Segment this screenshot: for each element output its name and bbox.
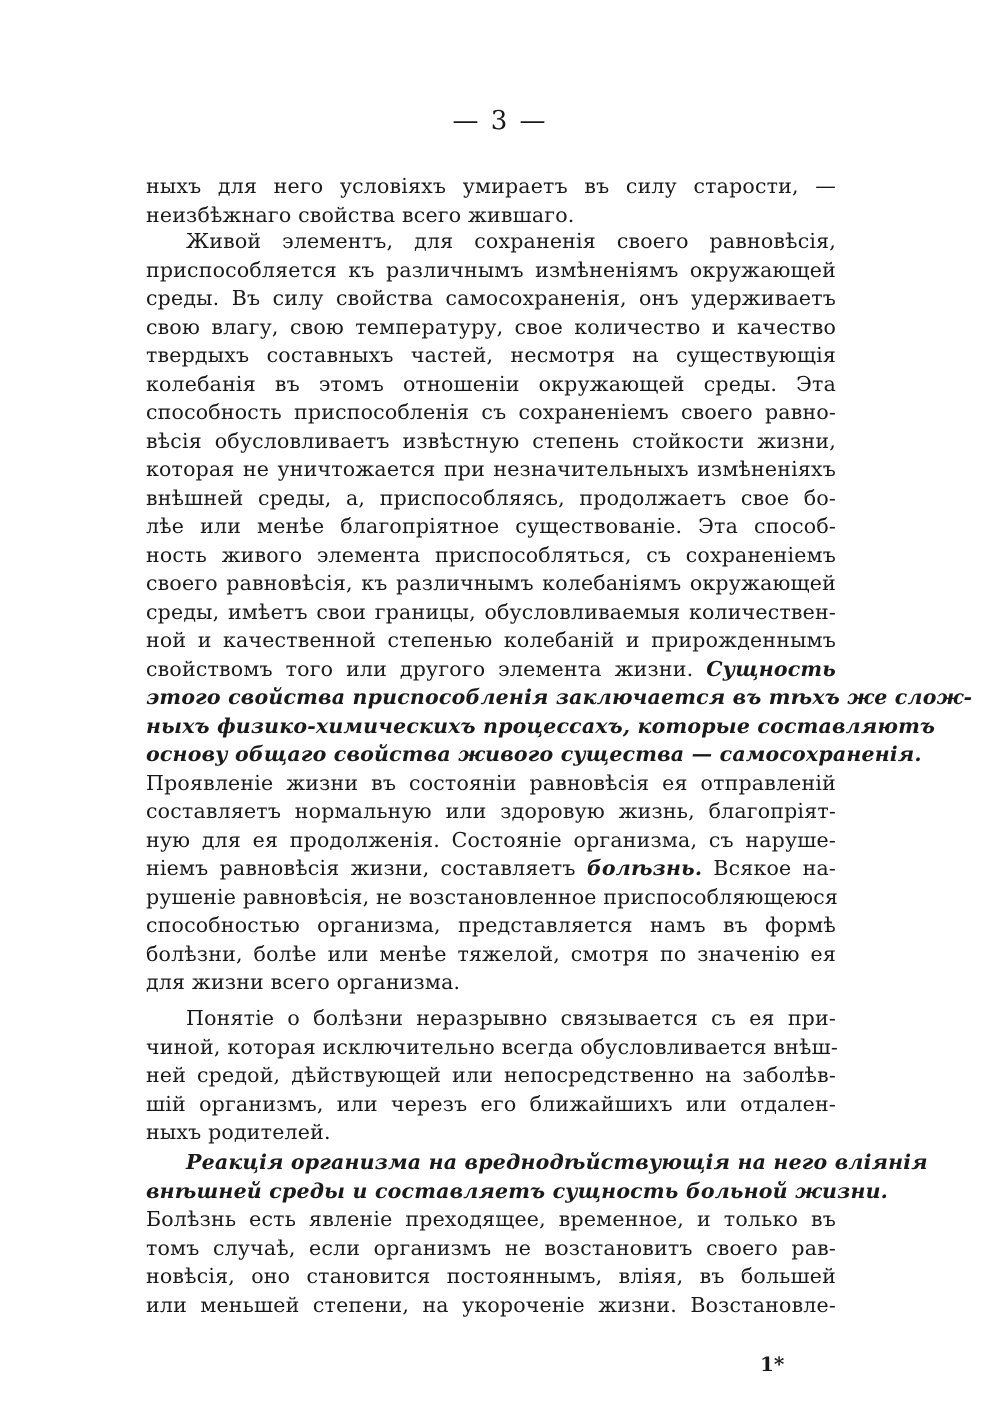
text-line: Понятіе о болѣзни неразрывно связывается съ ея при-: [186, 1006, 836, 1030]
plain-text: ніемъ равновѣсія жизни, составляетъ: [146, 856, 576, 880]
text-line: лѣе или менѣе благопріятное существованіе. Эта способ-: [146, 514, 836, 538]
text-line: способность приспособленія съ сохраненіемъ своего равно-: [146, 400, 836, 424]
emphasis-text: болѣзнь.: [586, 856, 703, 880]
text-line: свою влагу, свою температуру, свое количество и качество: [146, 314, 836, 339]
emphasis-line: основу общаго свойства живого существа — самосохраненія.: [146, 742, 922, 766]
plain-text: Всякое на-: [713, 856, 836, 880]
text-line: приспособляется къ различнымъ измѣненіямъ окружающей: [146, 257, 836, 282]
text-line: ность живого элемента приспособляться, съ сохраненіемъ: [146, 542, 836, 567]
plain-text: свойствомъ того или другого элемента жизни.: [146, 656, 694, 681]
text-line: ныхъ для него условіяхъ умираетъ въ силу старости, —: [146, 174, 836, 198]
text-line-mixed: [146, 854, 836, 883]
emphasis-line: этого свойства приспособленія заключается въ тѣхъ же слож-: [146, 685, 973, 709]
emphasis-line: внѣшней среды и составляетъ сущность больной жизни.: [146, 1178, 889, 1203]
text-line: рушеніе равновѣсія, не возстановленное приспособляющеюся: [146, 884, 839, 909]
text-line: шій организмъ, или черезъ его ближайшихъ или отдален-: [146, 1091, 836, 1116]
text-line: неизбѣжнаго свойства всего жившаго.: [146, 202, 575, 227]
text-line: или меньшей степени, на укороченіе жизни. Возстановле-: [146, 1292, 836, 1317]
text-line-mixed: [146, 655, 836, 684]
emphasis-text: Сущность: [706, 656, 837, 681]
text-line: Живой элементъ, для сохраненія своего равновѣсія,: [186, 229, 836, 253]
text-line: внѣшней среды, а, приспособляясь, продолжаетъ свое бо-: [146, 485, 836, 510]
emphasis-line: ныхъ физико-химическихъ процессахъ, которые составляютъ: [146, 713, 936, 738]
text-line: ныхъ родителей.: [146, 1120, 331, 1144]
page-number: — 3 —: [452, 106, 548, 136]
text-line: которая не уничтожается при незначительныхъ измѣненіяхъ: [146, 457, 836, 481]
text-line: томъ случаѣ, если организмъ не возстановитъ своего рав-: [146, 1235, 836, 1260]
text-line: среды, имѣетъ свои границы, обусловливаемыя количествен-: [146, 599, 836, 624]
text-line: колебанія въ этомъ отношеніи окружающей среды. Эта: [146, 371, 836, 396]
text-line: составляетъ нормальную или здоровую жизнь, благопріят-: [146, 799, 836, 823]
paragraph-1: [146, 172, 836, 229]
paragraph-2: [146, 227, 973, 997]
text-line: Болѣзнь есть явленіе преходящее, временное, и только въ: [146, 1207, 836, 1231]
text-line: вѣсія обусловливаетъ извѣстную степень стойкости жизни,: [146, 428, 836, 453]
text-line: твердыхъ составныхъ частей, несмотря на существующія: [146, 343, 836, 367]
text-line: способностью организма, представляется намъ въ формѣ: [146, 913, 836, 937]
text-line: для жизни всего организма.: [146, 970, 461, 994]
text-line: своего равновѣсія, къ различнымъ колебаніямъ окружающей: [146, 571, 836, 595]
text-line: ней средой, дѣйствующей или непосредственно на заболѣв-: [146, 1063, 836, 1087]
emphasis-line: Реакція организма на вреднодѣйствующія на него вліянія: [186, 1150, 928, 1174]
text-line: новѣсія, оно становится постояннымъ, вліяя, въ большей: [146, 1264, 836, 1288]
text-line: ную для ея продолженія. Состояніе организма, съ наруше-: [146, 827, 836, 852]
text-line: среды. Въ силу свойства самосохраненія, онъ удерживаетъ: [146, 286, 836, 310]
paragraph-3: [146, 1004, 836, 1147]
text-line: Проявленіе жизни въ состояніи равновѣсія ея отправленій: [146, 770, 836, 795]
text-line: ной и качественной степенью колебаній и прирожденнымъ: [146, 628, 836, 652]
signature-mark: 1*: [760, 1352, 785, 1376]
text-line: болѣзни, болѣе или менѣе тяжелой, смотря по значенію ея: [146, 941, 836, 966]
paragraph-4: [146, 1148, 928, 1319]
text-line: чиной, которая исключительно всегда обусловливается внѣш-: [146, 1034, 838, 1059]
